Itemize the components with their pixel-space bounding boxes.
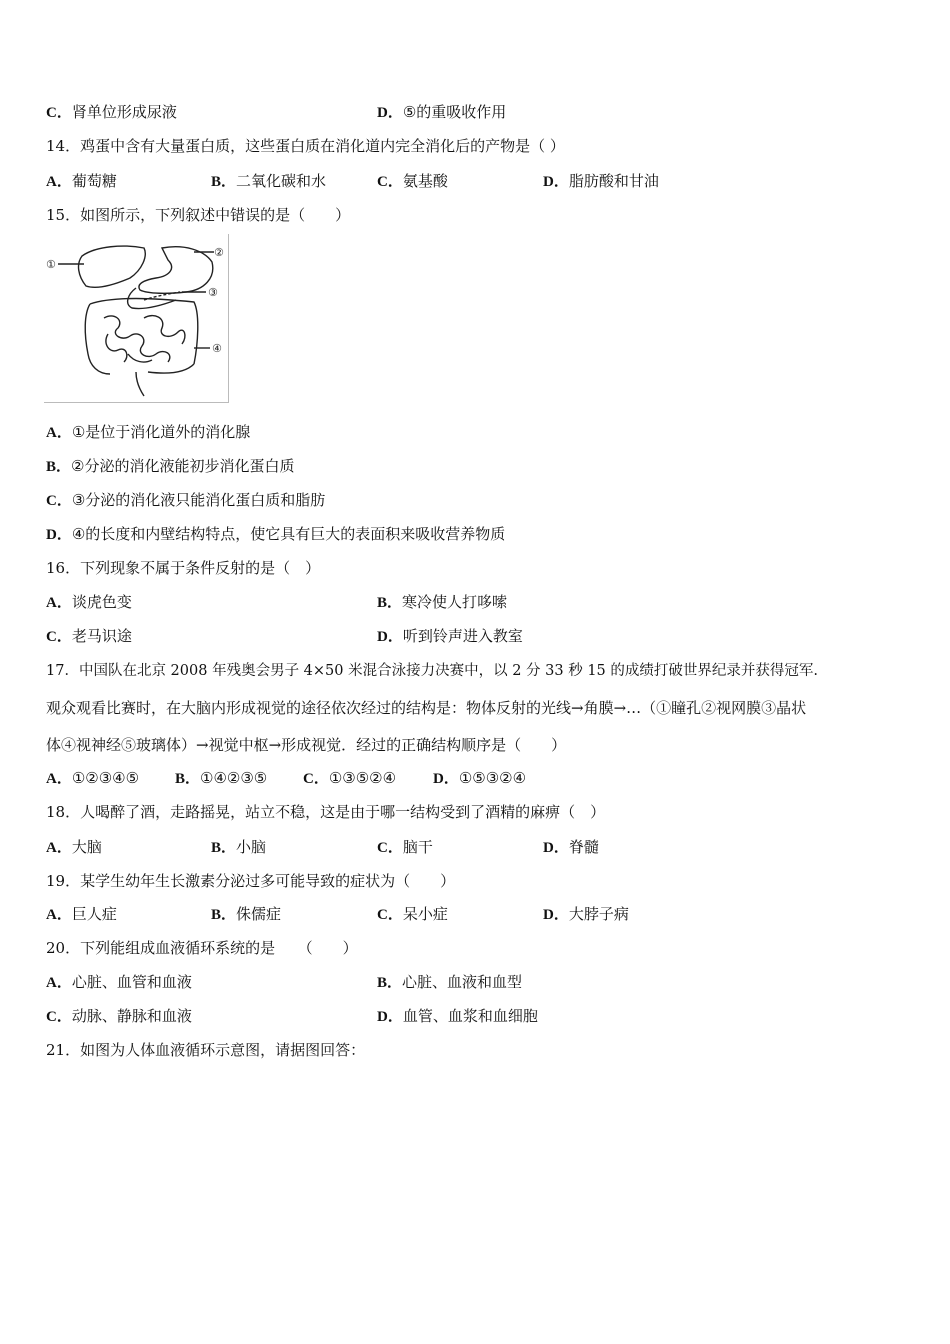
digestive-system-diagram	[44, 234, 228, 402]
q16-option-b: B．寒冷使人打哆嗦	[377, 593, 508, 611]
q17-stem-line-2: 观众观看比赛时，在大脑内形成视觉的途径依次经过的结构是：物体反射的光线→角膜→…（①瞳孔②视网膜③晶状	[46, 699, 807, 717]
q19-option-d: D．大脖子病	[543, 905, 629, 923]
q19-option-a: A．巨人症	[46, 905, 117, 923]
figure-label-3: ③	[208, 286, 218, 299]
q16-option-c: C．老马识途	[46, 627, 132, 645]
q18-option-a: A．大脑	[46, 838, 102, 856]
q14-option-a: A．葡萄糖	[46, 172, 117, 190]
q16-option-d: D．听到铃声进入教室	[377, 627, 523, 645]
figure-label-2: ②	[214, 246, 224, 259]
q15-option-d: D．④的长度和内壁结构特点，使它具有巨大的表面积来吸收营养物质	[46, 525, 506, 543]
q15-stem: 15．如图所示，下列叙述中错误的是（ ）	[46, 206, 351, 224]
q16-option-a: A．谈虎色变	[46, 593, 132, 611]
q18-option-c: C．脑干	[377, 838, 433, 856]
q13-option-d: D．⑤的重吸收作用	[377, 103, 507, 121]
figure-label-4: ④	[212, 342, 222, 355]
q14-option-d: D．脂肪酸和甘油	[543, 172, 659, 190]
q18-stem: 18．人喝醉了酒，走路摇晃，站立不稳，这是由于哪一结构受到了酒精的麻痹（ ）	[46, 803, 606, 821]
q19-option-b: B．侏儒症	[211, 905, 282, 923]
q18-option-b: B．小脑	[211, 838, 267, 856]
figure-label-1: ①	[46, 258, 56, 271]
q20-option-c: C．动脉、静脉和血液	[46, 1007, 192, 1025]
q20-option-d: D．血管、血浆和血细胞	[377, 1007, 538, 1025]
q17-stem-line-1: 17．中国队在北京 2008 年残奥会男子 4×50 米混合泳接力决赛中，以 2 分 33 秒 15 的成绩打破世界纪录并获得冠军.	[46, 663, 819, 679]
q17-stem-line-3: 体④视神经⑤玻璃体）→视觉中枢→形成视觉．经过的正确结构顺序是（ ）	[46, 736, 567, 754]
digestive-system-figure	[44, 234, 229, 403]
q17-option-a: A．①②③④⑤	[46, 769, 140, 787]
q15-option-b: B．②分泌的消化液能初步消化蛋白质	[46, 457, 295, 475]
q19-option-c: C．呆小症	[377, 905, 448, 923]
q20-option-a: A．心脏、血管和血液	[46, 973, 192, 991]
q15-option-c: C．③分泌的消化液只能消化蛋白质和脂肪	[46, 491, 326, 509]
q15-option-a: A．①是位于消化道外的消化腺	[46, 423, 251, 441]
q14-stem: 14．鸡蛋中含有大量蛋白质，这些蛋白质在消化道内完全消化后的产物是（ ）	[46, 137, 565, 155]
q21-stem: 21．如图为人体血液循环示意图，请据图回答：	[46, 1041, 366, 1059]
q14-option-b: B．二氧化碳和水	[211, 172, 327, 190]
q18-option-d: D．脊髓	[543, 838, 599, 856]
q19-stem: 19．某学生幼年生长激素分泌过多可能导致的症状为（ ）	[46, 872, 456, 890]
q17-option-d: D．①⑤③②④	[433, 769, 527, 787]
q13-option-c: C．肾单位形成尿液	[46, 103, 177, 121]
q17-option-c: C．①③⑤②④	[303, 769, 397, 787]
q20-option-b: B．心脏、血液和血型	[377, 973, 523, 991]
q16-stem: 16．下列现象不属于条件反射的是（ ）	[46, 559, 321, 577]
q20-stem: 20．下列能组成血液循环系统的是 （ ）	[46, 939, 358, 957]
q17-option-b: B．①④②③⑤	[175, 769, 268, 787]
q14-option-c: C．氨基酸	[377, 172, 448, 190]
